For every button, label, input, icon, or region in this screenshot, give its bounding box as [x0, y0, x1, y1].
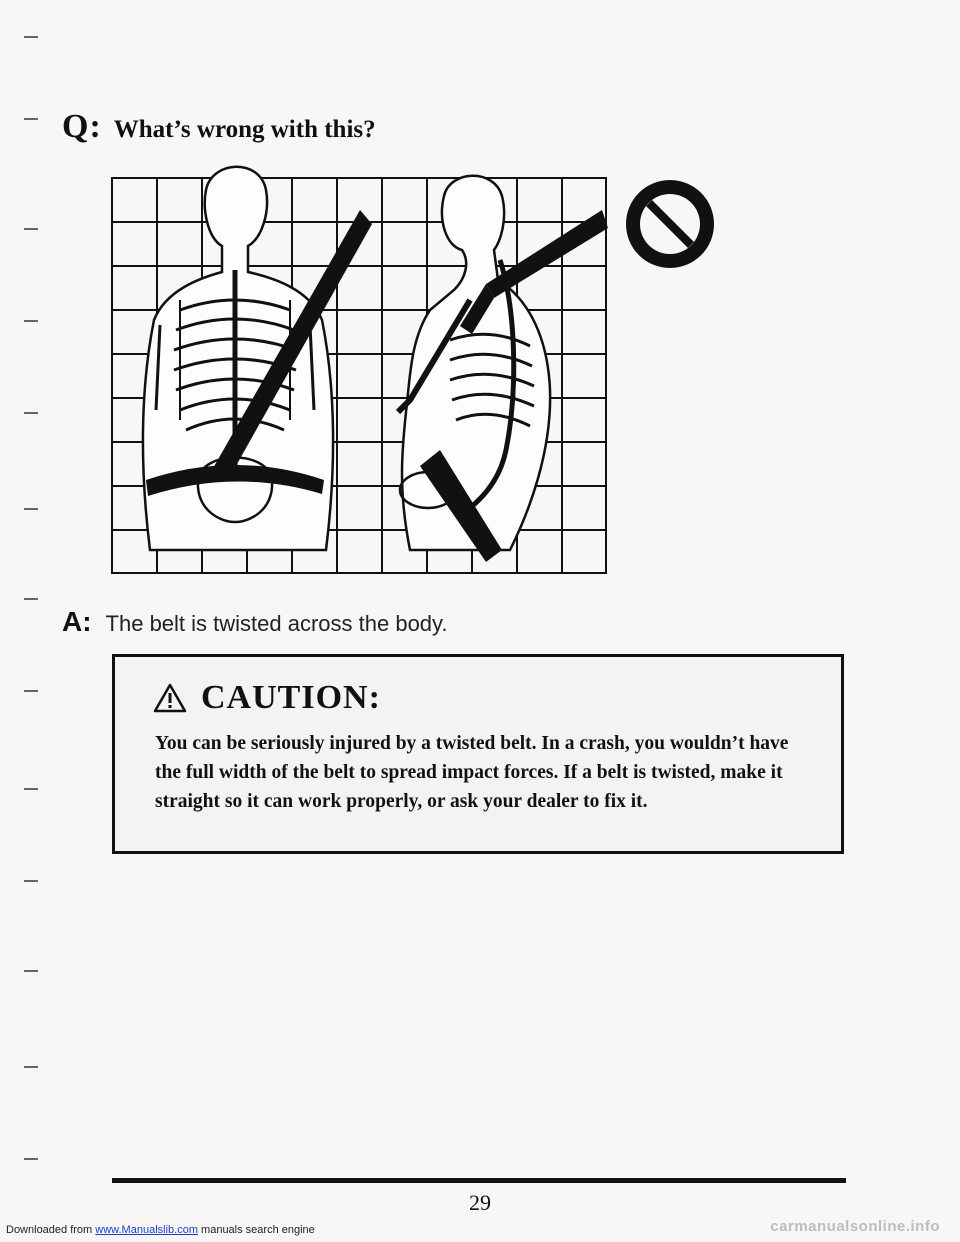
front-skeleton: [143, 167, 333, 550]
caution-title: CAUTION:: [201, 679, 381, 716]
caution-box: [112, 654, 844, 854]
warning-triangle-icon: [153, 683, 187, 713]
watermark-suffix: manuals search engine: [197, 1224, 315, 1236]
margin-tick: [24, 880, 38, 882]
download-watermark: [6, 1224, 315, 1236]
no-symbol-icon: [622, 176, 718, 272]
question-line: [62, 108, 376, 146]
watermark-prefix: Downloaded from: [6, 1224, 96, 1236]
side-skeleton: [398, 176, 550, 550]
question-text: What’s wrong with this?: [113, 116, 376, 143]
margin-tick: [24, 1158, 38, 1160]
caution-text: You can be seriously injured by a twisted belt. In a crash, you wouldn’t have the full width of the belt to spread impact forces. If a belt is twisted, make it straight so it can work properly, or ask your dealer to fix it.: [155, 733, 789, 812]
margin-tick: [24, 118, 38, 120]
answer-label: A:: [62, 606, 92, 637]
margin-tick: [24, 690, 38, 692]
margin-tick: [24, 412, 38, 414]
margin-tick: [24, 36, 38, 38]
margin-tick: [24, 508, 38, 510]
margin-tick: [24, 970, 38, 972]
brand-watermark: carmanualsonline.info: [770, 1218, 940, 1235]
skeleton-seatbelt-illustration: [110, 150, 610, 575]
caution-header: [153, 679, 381, 717]
margin-tick: [24, 788, 38, 790]
margin-tick: [24, 228, 38, 230]
margin-tick: [24, 320, 38, 322]
answer-text: The belt is twisted across the body.: [105, 611, 448, 636]
margin-tick: [24, 598, 38, 600]
page-number: 29: [469, 1190, 491, 1215]
question-label: Q:: [62, 108, 102, 145]
manualslib-link[interactable]: www.Manualslib.com: [95, 1224, 198, 1236]
answer-line: [62, 606, 448, 638]
margin-tick: [24, 1066, 38, 1068]
footer-rule: [112, 1178, 846, 1183]
